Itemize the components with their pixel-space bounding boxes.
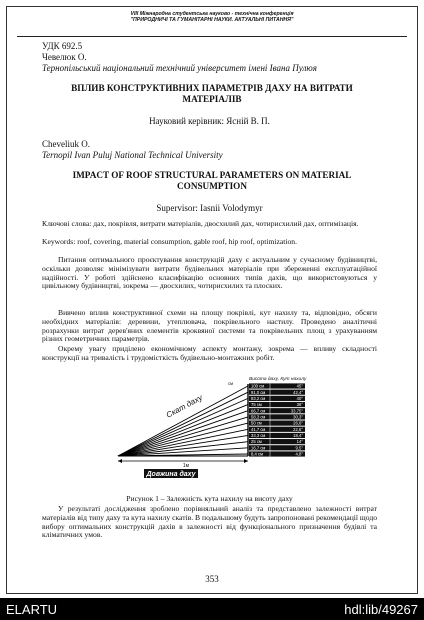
chart-height-unit: см xyxy=(228,381,233,386)
height-label: 25 см xyxy=(251,439,262,445)
height-label: 75 см xyxy=(251,402,262,408)
conference-header-line-2: "ПРИРОДНИЧІ ТА ГУМАНІТАРНІ НАУКИ. АКТУАЛЬНІ ПИТАННЯ" xyxy=(130,17,294,23)
height-label: 58,3 см xyxy=(251,414,266,420)
author-en: Cheveliuk O. xyxy=(42,139,90,149)
dimension-arrow-right xyxy=(244,459,248,463)
author-ua: Чевелюк О. xyxy=(42,52,87,62)
angle-label: 18,4° xyxy=(293,433,303,439)
affiliation-en: Ternopil Ivan Puluj National Technical University xyxy=(42,150,223,160)
height-label: 33,3 см xyxy=(251,433,266,439)
conference-header xyxy=(7,11,417,23)
dimension-arrow-left xyxy=(118,459,122,463)
roof-slope-line xyxy=(118,417,248,456)
affiliation-ua: Тернопільський національний технічний університет імені Івана Пулюя xyxy=(42,63,317,73)
height-label: 16,7 см xyxy=(251,445,266,451)
body-paragraph-4: У результаті дослідження зроблено порівняльний аналіз та представлено залежності витрат матеріалів від типу даху та кута нахилу скатів. В подальшому будуть запропоновані рекомендації щодо вибору оптимальних конструкцій дахів в залежності від функціонального призначення будівлі та кліматичних умов. xyxy=(42,504,377,540)
header-divider xyxy=(17,36,407,37)
height-label: 100 см xyxy=(251,383,265,389)
title-ua: ВПЛИВ КОНСТРУКТИВНИХ ПАРАМЕТРІВ ДАХУ НА ВИТРАТИ МАТЕРІАЛІВ xyxy=(71,83,353,104)
angle-label: 36° xyxy=(296,402,303,408)
roof-slope-figure xyxy=(110,374,320,494)
footer-handle-id: hdl:lib/49267 xyxy=(344,602,418,617)
height-label: 41,7 см xyxy=(251,426,266,432)
footer-repository-name: ELARTU xyxy=(6,602,58,617)
supervisor-ua: Науковий керівник: Ясній В. П. xyxy=(149,116,270,126)
roof-slope-chart xyxy=(110,374,320,494)
height-label: 83,2 см xyxy=(251,395,266,401)
figure-caption: Рисунок 1 – Залежність кута нахилу на висоту даху xyxy=(126,494,293,503)
base-length-label: 1м xyxy=(182,463,190,469)
angle-label: 33,75° xyxy=(290,408,303,414)
keywords-en: Keywords: roof, covering, material consumption, gable roof, hip roof, optimization. xyxy=(42,237,297,246)
conference-header-line-1: VIII Міжнародна студентська науково - технічна конференція xyxy=(130,11,294,17)
udk-code: УДК 692.5 xyxy=(42,41,83,51)
height-label: 66,7 см xyxy=(251,408,266,414)
angle-label: 26,6° xyxy=(293,420,303,426)
angle-label: 45° xyxy=(296,383,303,389)
angle-label: 42,4° xyxy=(293,389,303,395)
roof-slope-line xyxy=(118,405,248,456)
height-label: 50 см xyxy=(251,420,262,426)
slope-label: Скат даху xyxy=(164,392,204,420)
base-label: Довжина даху xyxy=(146,471,196,478)
roof-slope-line xyxy=(118,423,248,456)
angle-label: 9,5° xyxy=(295,445,303,451)
body-paragraph-1: Питання оптимального проєктування конструкцій даху є актуальним у сучасному будівництві, оскільки дозволяє мінімізувати витрати будівельних матеріалів при збереженні експлуатаційної надійності. У роботі здійснено класифікацію основних типів дахів, що використовуються у цивільному будівництві, зокрема — двосхилих, чотирисхилих та плоских. xyxy=(42,255,377,291)
chart-title: Висота даху, Кут нахилу xyxy=(249,377,307,382)
height-label: 8,4 см xyxy=(251,451,263,457)
repository-footer xyxy=(0,598,424,620)
angle-label: 22,6° xyxy=(293,426,303,432)
body-paragraph-3: Окрему увагу приділено економічному аспекту монтажу, зокрема — впливу складності конструкції на тривалість і трудомісткість будівельно-монтажних робіт. xyxy=(42,344,377,362)
title-en: IMPACT OF ROOF STRUCTURAL PARAMETERS ON MATERIAL CONSUMPTION xyxy=(72,170,352,191)
angle-label: 40° xyxy=(296,395,303,401)
angle-label: 4,8° xyxy=(295,451,303,457)
height-label: 91,0 см xyxy=(251,389,266,395)
supervisor-en: Supervisor: Iasnii Volodymyr xyxy=(156,203,263,213)
angle-label: 30,3° xyxy=(293,414,303,420)
keywords-ua: Ключові слова: дах, покрівля, витрати матеріалів, двосхилий дах, чотирисхилий дах, оптимізація. xyxy=(42,219,359,228)
page-number: 353 xyxy=(205,574,219,584)
angle-label: 14° xyxy=(296,439,303,445)
body-paragraph-2: Вивчено вплив конструктивної схеми на площу покрівлі, кут нахилу та, відповідно, обсяги необхідних матеріалів: деревини, утеплювача, покрівельного настилу. Проведено аналітичні розрахунки витрат дерев'яних елементів кроквяної системи та покрівельних площ з урахуванням різних геометричних параметрів. xyxy=(42,308,377,344)
